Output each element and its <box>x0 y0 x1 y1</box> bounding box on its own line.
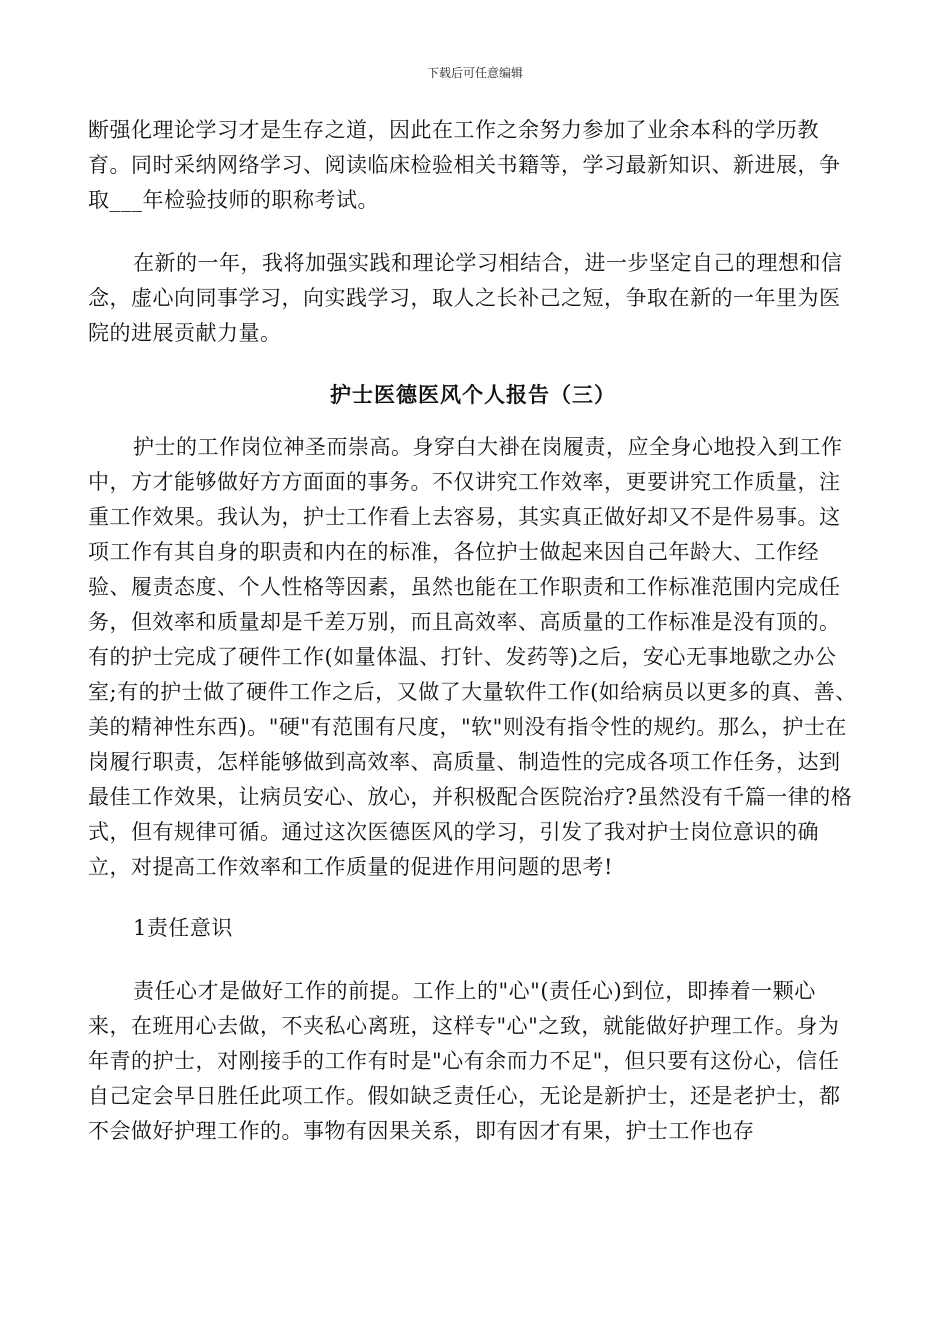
paragraph-nurse-work: 护士的工作岗位神圣而崇高。身穿白大褂在岗履责，应全身心地投入到工作中，方才能够做好方方面面的事务。不仅讲究工作效率，更要讲究工作质量，注重工作效果。我认为，护士工作看上去容易，其实真正做好却又不是件易事。这项工作有其自身的职责和内在的标准，各位护士做起来因自己年龄大、工作经验、履责态度、个人性格等因素，虽然也能在工作职责和工作标准范围内完成任务，但效率和质量却是千差万别，而且高效率、高质量的工作标准是没有顶的。有的护士完成了硬件工作(如量体温、打针、发药等)之后，安心无事地歇之办公室;有的护士做了硬件工作之后，又做了大量软件工作(如给病员以更多的真、善、美的精神性东西)。"硬"有范围有尺度，"软"则没有指令性的规约。那么，护士在岗履行职责，怎样能够做到高效率、高质量、制造性的完成各项工作任务，达到最佳工作效果，让病员安心、放心，并积极配合医院治疗?虽然没有千篇一律的格式，但有规律可循。通过这次医德医风的学习，引发了我对护士岗位意识的确立，对提高工作效率和工作质量的促进作用问题的思考! <box>88 435 857 879</box>
paragraph-new-year: 在新的一年，我将加强实践和理论学习相结合，进一步坚定自己的理想和信念，虚心向同事学习，向实践学习，取人之长补己之短，争取在新的一年里为医院的进展贡献力量。 <box>88 251 843 345</box>
paragraph-responsibility: 责任心才是做好工作的前提。工作上的"心"(责任心)到位，即捧着一颗心来，在班用心去做，不夹私心离班，这样专"心"之致，就能做好护理工作。身为年青的护士，对刚接手的工作有时是"心有余而力不足"，但只要有这份心，信任自己定会早日胜任此项工作。假如缺乏责任心，无论是新护士，还是老护士，都不会做好护理工作的。事物有因果关系，即有因才有果，护士工作也存 <box>88 979 841 1143</box>
subheading-responsibility: 1责任意识 <box>133 916 233 940</box>
section-title: 护士医德医风个人报告（三） <box>330 382 616 407</box>
paragraph-continuation: 断强化理论学习才是生存之道，因此在工作之余努力参加了业余本科的学历教育。同时采纳网络学习、阅读临床检验相关书籍等，学习最新知识、新进展，争取___年检验技师的职称考试。 <box>88 118 841 212</box>
document-body <box>88 113 858 1149</box>
header-note: 下载后可任意编辑 <box>426 66 523 80</box>
